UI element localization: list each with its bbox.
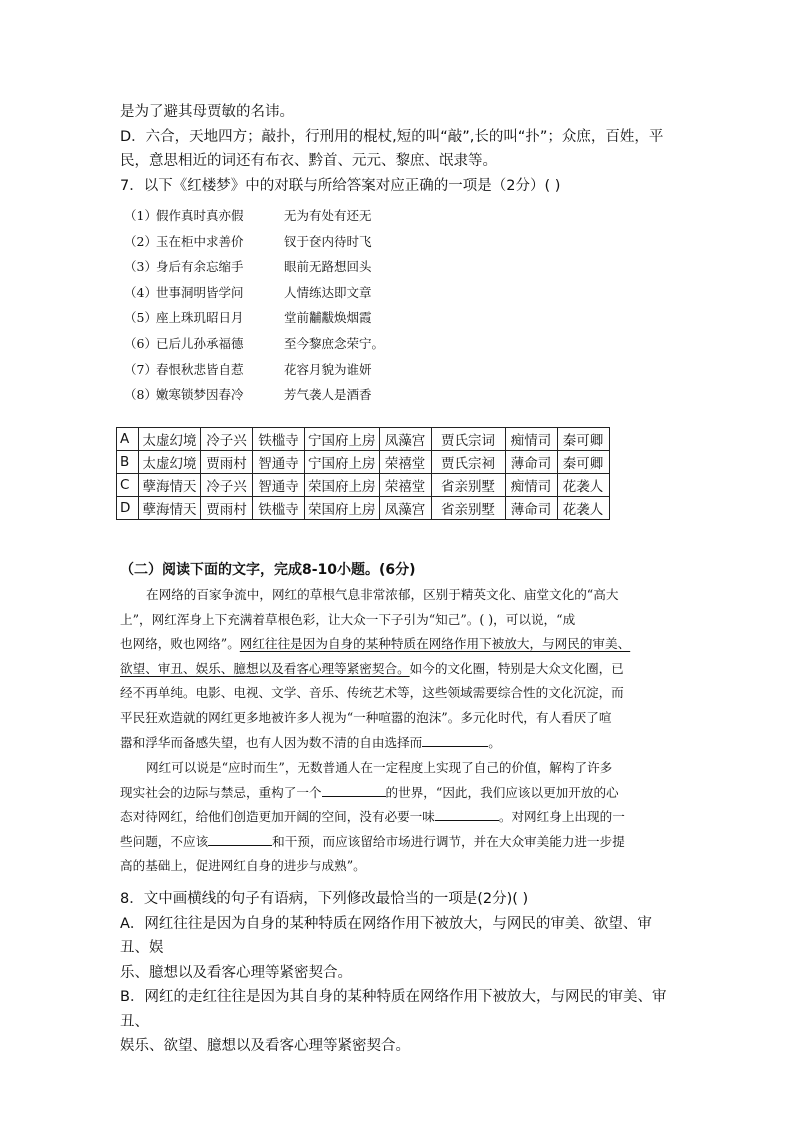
couplet-number: （7） [124, 361, 157, 377]
option-a-line-1: A．网红往往是因为自身的某种特质在网络作用下被放大，与网民的审美、欲望、审丑、娱 [120, 915, 652, 956]
table-cell: 荣国府上房 [305, 474, 380, 497]
table-cell: B [117, 451, 139, 474]
passage-paragraph-1 [120, 583, 672, 755]
answer-row-d [117, 497, 610, 520]
underlined-sentence: 欲望、审丑、娱乐、臆想以及看客心理等紧密契合。 [120, 660, 410, 676]
passage-line [120, 805, 672, 830]
section-2-title: （二）阅读下面的文字，完成8-10小题。(6分) [120, 562, 416, 578]
table-cell: 省亲别墅 [431, 474, 505, 497]
passage-text: 如今的文化圈，特别是大众文化圈，已 [409, 660, 624, 676]
table-cell: 宁国府上房 [305, 428, 380, 451]
option-d-line-2: 民，意思相近的词还有布衣、黔首、元元、黎庶、氓隶等。 [120, 153, 497, 169]
table-cell: 智通寺 [253, 451, 305, 474]
couplet-lower: 芳气袭人是酒香 [284, 387, 372, 403]
table-cell: 宁国府上房 [305, 451, 380, 474]
passage-text: 和干预，而应该留给市场进行调节，并在大众审美能力进一步提 [272, 833, 625, 849]
couplet-upper: 已后儿孙承福德 [156, 335, 244, 351]
couplet-lower: 钗于奁内待时飞 [284, 233, 372, 249]
couplet-lower: 人情练达即文章 [284, 284, 372, 300]
table-cell: 荣禧堂 [379, 451, 431, 474]
couplet-upper: 座上珠玑昭日月 [156, 310, 244, 326]
couplet-item [124, 360, 384, 386]
answer-row-c [117, 474, 610, 497]
question-8 [120, 887, 676, 1059]
couplet-number: （3） [124, 259, 157, 275]
table-cell: 孽海情天 [139, 497, 201, 520]
couplet-item [124, 283, 384, 309]
table-cell: 省亲别墅 [431, 497, 505, 520]
couplet-number: （4） [124, 284, 157, 300]
couplet-item [124, 232, 384, 258]
couplet-upper: 玉在柜中求善价 [156, 233, 244, 249]
fill-blank[interactable] [422, 732, 488, 747]
passage-text: 也网络，败也网络”。 [120, 636, 240, 652]
intro-line: 是为了避其母贾敏的名讳。 [120, 104, 294, 120]
table-cell: 痴情司 [505, 428, 557, 451]
table-cell: 花袭人 [557, 474, 609, 497]
couplet-item [124, 308, 384, 334]
couplet-lower: 花容月貌为谁妍 [284, 361, 372, 377]
table-cell: 智通寺 [253, 474, 305, 497]
option-d-line-1: D．六合，天地四方；敲扑，行刑用的棍杖,短的叫“敲”,长的叫“扑”；众庶，百姓，平 [120, 129, 664, 145]
table-cell: 贾氏宗词 [431, 428, 505, 451]
table-cell: 荣国府上房 [305, 497, 380, 520]
couplet-number: （6） [124, 335, 157, 351]
passage-line: 平民狂欢造就的网红更多地被许多人视为“一种喧嚣的泡沫”。多元化时代，有人看厌了喧 [120, 709, 612, 725]
couplet-lower: 眼前无路想回头 [284, 259, 372, 275]
passage-text: 嚣和浮华而备感失望，也有人因为数不清的自由选择而 [120, 734, 423, 750]
table-cell: 贾雨村 [201, 451, 253, 474]
couplet-upper: 嫩寒锁梦因春冷 [156, 387, 244, 403]
table-cell: 秦可卿 [557, 428, 609, 451]
passage-line: 在网络的百家争流中，网红的草根气息非常浓郁，区别于精英文化、庙堂文化的“高大 [146, 587, 619, 602]
passage-text: 态对待网红，给他们创造更加开阔的空间，没有必要一味 [120, 809, 435, 825]
table-cell: C [117, 474, 139, 497]
couplet-item [124, 206, 384, 232]
passage-paragraph-2 [120, 756, 672, 879]
couplet-number: （8） [124, 387, 157, 403]
table-cell: A [117, 428, 139, 451]
table-cell: D [117, 497, 139, 520]
answer-table [116, 427, 610, 520]
couplet-number: （1） [124, 208, 157, 223]
table-cell: 痴情司 [505, 474, 557, 497]
passage-line [120, 830, 672, 855]
passage-line [120, 632, 672, 657]
table-cell: 冷子兴 [201, 428, 253, 451]
table-cell: 凤藻宫 [379, 428, 431, 451]
table-cell: 太虚幻境 [139, 428, 201, 451]
passage-text: 些问题，不应该 [120, 833, 209, 849]
question-7-stem: 7．以下《红楼梦》中的对联与所给答案对应正确的一项是（2分）( ) [120, 178, 561, 194]
question-8-stem: 8．文中画横线的句子有语病，下列修改最恰当的一项是(2分)( ) [120, 891, 529, 907]
table-cell: 贾雨村 [201, 497, 253, 520]
table-cell: 贾氏宗祠 [431, 451, 505, 474]
passage-text: 。对网红身上出现的一 [498, 809, 625, 825]
table-cell: 花袭人 [557, 497, 609, 520]
fill-blank[interactable] [435, 806, 499, 821]
passage-line: 高的基础上，促进网红自身的进步与成熟”。 [120, 858, 366, 874]
option-b-line-1: B．网红的走红往往是因为其自身的某种特质在网络作用下被放大，与网民的审美、审丑、 [120, 989, 667, 1030]
table-cell: 铁槛寺 [253, 428, 305, 451]
passage-line: 上”，网红浑身上下充满着草根色彩，让大众一下子引为“知己”。( )，可以说，“成 [120, 611, 576, 627]
table-cell: 薄命司 [505, 451, 557, 474]
passage-line [120, 657, 672, 682]
couplet-upper: 假作真时真亦假 [156, 208, 244, 223]
table-cell: 薄命司 [505, 497, 557, 520]
answer-row-b [117, 451, 610, 474]
couplet-lower: 无为有处有还无 [284, 208, 372, 223]
couplet-lower: 堂前黼黻焕烟霞 [284, 310, 372, 326]
passage-line: 经不再单纯。电影、电视、文学、音乐、传统艺术等，这些领域需要综合性的文化沉淀，而 [120, 685, 624, 701]
passage-text: 。 [488, 734, 501, 750]
couplet-upper: 春恨秋悲皆自惹 [156, 361, 244, 377]
passage-line: 网红可以说是“应时而生”，无数普通人在一定程度上实现了自己的价值，解构了许多 [146, 760, 613, 775]
passage-line [120, 731, 672, 756]
table-cell: 秦可卿 [557, 451, 609, 474]
option-b-line-2: 娱乐、欲望、臆想以及看客心理等紧密契合。 [120, 1038, 410, 1054]
underlined-sentence: 网红往往是因为自身的某种特质在网络作用下被放大，与网民的审美、 [239, 636, 631, 652]
couplet-number: （2） [124, 233, 157, 249]
option-a-line-2: 乐、臆想以及看客心理等紧密契合。 [120, 964, 352, 981]
table-cell: 太虚幻境 [139, 451, 201, 474]
couplet-number: （5） [124, 310, 157, 326]
couplet-list [124, 206, 384, 411]
table-cell: 荣禧堂 [379, 474, 431, 497]
table-cell: 冷子兴 [201, 474, 253, 497]
passage-text: 现实社会的边际与禁忌，重构了一个 [120, 784, 322, 800]
answer-row-a [117, 428, 610, 451]
table-cell: 孽海情天 [139, 474, 201, 497]
passage-line [120, 781, 672, 806]
couplet-item [124, 334, 384, 360]
table-cell: 铁槛寺 [253, 497, 305, 520]
couplet-upper: 世事洞明皆学问 [156, 284, 244, 300]
couplet-item [124, 257, 384, 283]
couplet-item [124, 385, 384, 411]
fill-blank[interactable] [208, 831, 272, 846]
passage-text: 的世界，“因此，我们应该以更加开放的心 [385, 784, 619, 800]
couplet-upper: 身后有余忘缩手 [156, 259, 244, 275]
fill-blank[interactable] [322, 782, 386, 797]
couplet-lower: 至今黎庶念荣宁。 [284, 335, 385, 351]
table-cell: 凤藻宫 [379, 497, 431, 520]
